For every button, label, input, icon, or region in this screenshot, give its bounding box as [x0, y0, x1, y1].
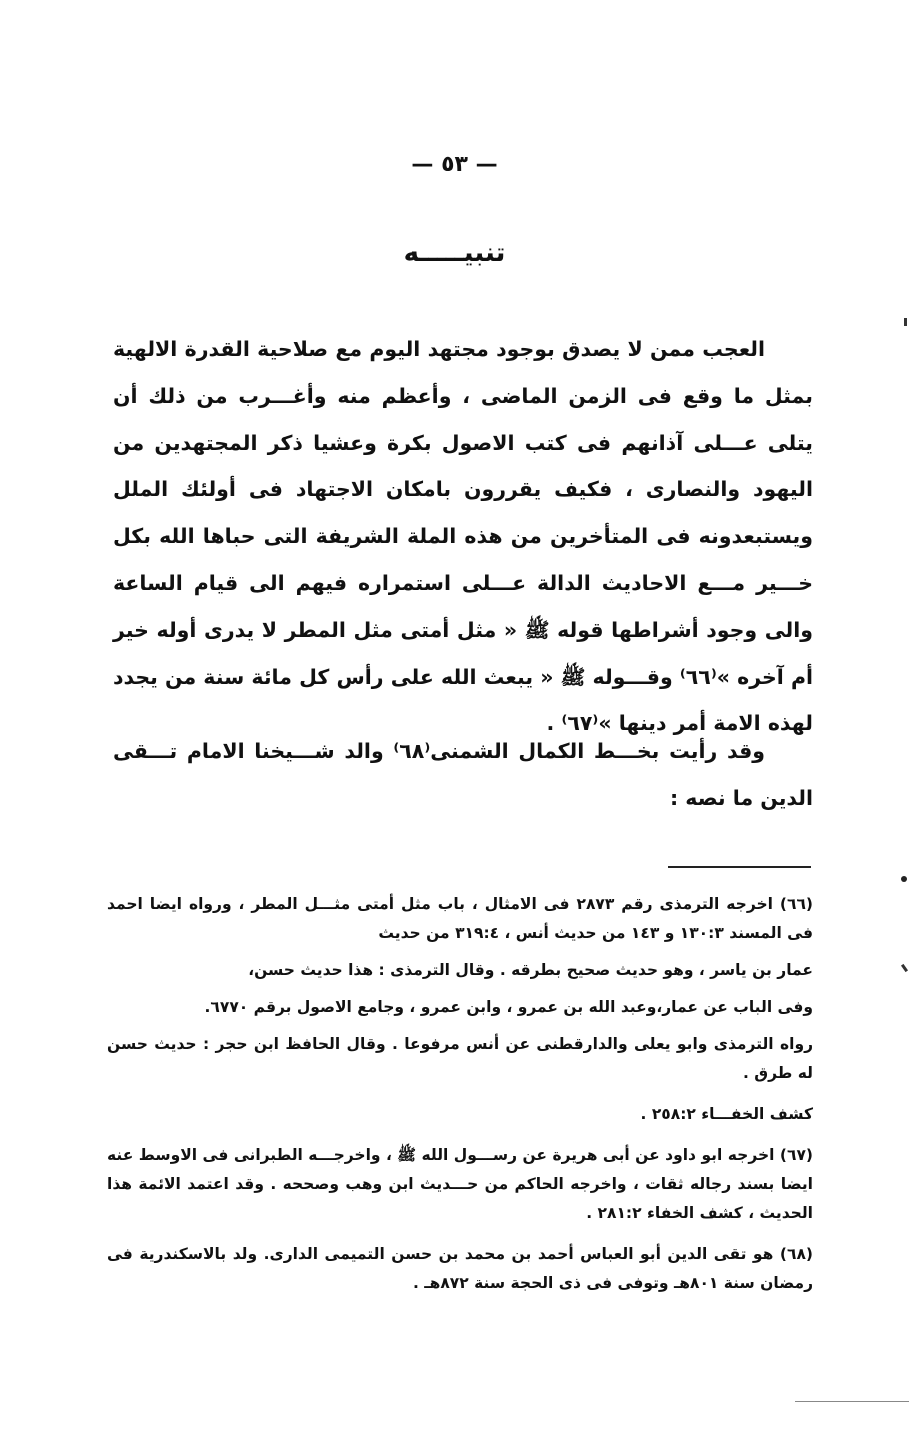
scan-mark [901, 876, 907, 882]
footnotes [107, 890, 813, 1310]
scan-mark [904, 318, 907, 326]
footnote-68: (٦٨) هو تقى الدين أبو العباس أحمد بن محمد بن حسن التميمى الدارى. ولد بالاسكندرية فى رمضان سنة ٨٠١هـ وتوفى فى ذى الحجة سنة ٨٧٢هـ . [107, 1245, 813, 1292]
footnote-66: (٦٦) اخرجه الترمذى رقم ٢٨٧٣ فى الامثال ، باب مثل أمتى مثـــل المطر ، ورواه ايضا احمد فى المسند ١٣٠:٣ و ١٤٣ من حديث أنس ، ٣١٩:٤ من حديث [107, 895, 813, 942]
body-paragraph-2: وقد رأيت بخـــط الكمال الشمنى⁽٦٨⁾ والد شـــيخنا الامام تـــقى الدين ما نصه : [113, 739, 813, 810]
page-number: — ٥٣ — [411, 152, 498, 177]
footnote-66-continued: عمار بن ياسر ، وهو حديث صحيح بطرقه . وقال الترمذى : هذا حديث حسن، [248, 961, 813, 979]
scan-mark [901, 964, 908, 972]
footnote-67: (٦٧) اخرجه ابو داود عن أبى هريرة عن رســـول الله ﷺ ، واخرجـــه الطبرانى فى الاوسط عنه ايضا بسند رجاله ثقات ، واخرجه الحاكم من حـــديث ابن وهب وصححه . وقد اعتمد الائمة هذا الحديث ، كشف الخفاء ٢٨١:٢ . [107, 1146, 813, 1222]
scan-edge-line [795, 1401, 909, 1402]
body-paragraph-1: العجب ممن لا يصدق بوجود مجتهد اليوم مع صلاحية القدرة الالهية بمثل ما وقع فى الزمن الماضى ، وأعظم منه وأغـــرب من ذلك أن يتلى عـــلى آذانهم فى كتب الاصول بكرة وعشيا ذكر المجتهدين من اليهود والنصارى ، فكيف يقررون بامكان الاجتهاد فى أولئك الملل ويستبعدونه فى المتأخرين من هذه الملة الشريفة التى حباها الله بكل خـــير مـــع الاحاديث الدالة عـــلى استمراره فيهم الى قيام الساعة والى وجود أشراطها قوله ﷺ « مثل أمتى مثل المطر لا يدرى أوله خير أم آخره »⁽٦٦⁾ وقـــوله ﷺ « يبعث الله على رأس كل مائة سنة من يجدد لهذه الامة أمر دينها »⁽٦٧⁾ . [113, 337, 813, 736]
footnote-67-source: كشف الخفـــاء ٢٥٨:٢ . [640, 1105, 813, 1123]
section-heading: تنبيـــــه [403, 238, 506, 268]
footnote-divider [668, 866, 811, 868]
footnote-67-narration: رواه الترمذى وابو يعلى والدارقطنى عن أنس مرفوعا . وقال الحافظ ابن حجر : حديث حسن له طرق . [107, 1035, 813, 1082]
footnote-66-reference: وفى الباب عن عمار،وعبد الله بن عمرو ، وابن عمرو ، وجامع الاصول برقم ٦٧٧٠. [204, 998, 813, 1016]
